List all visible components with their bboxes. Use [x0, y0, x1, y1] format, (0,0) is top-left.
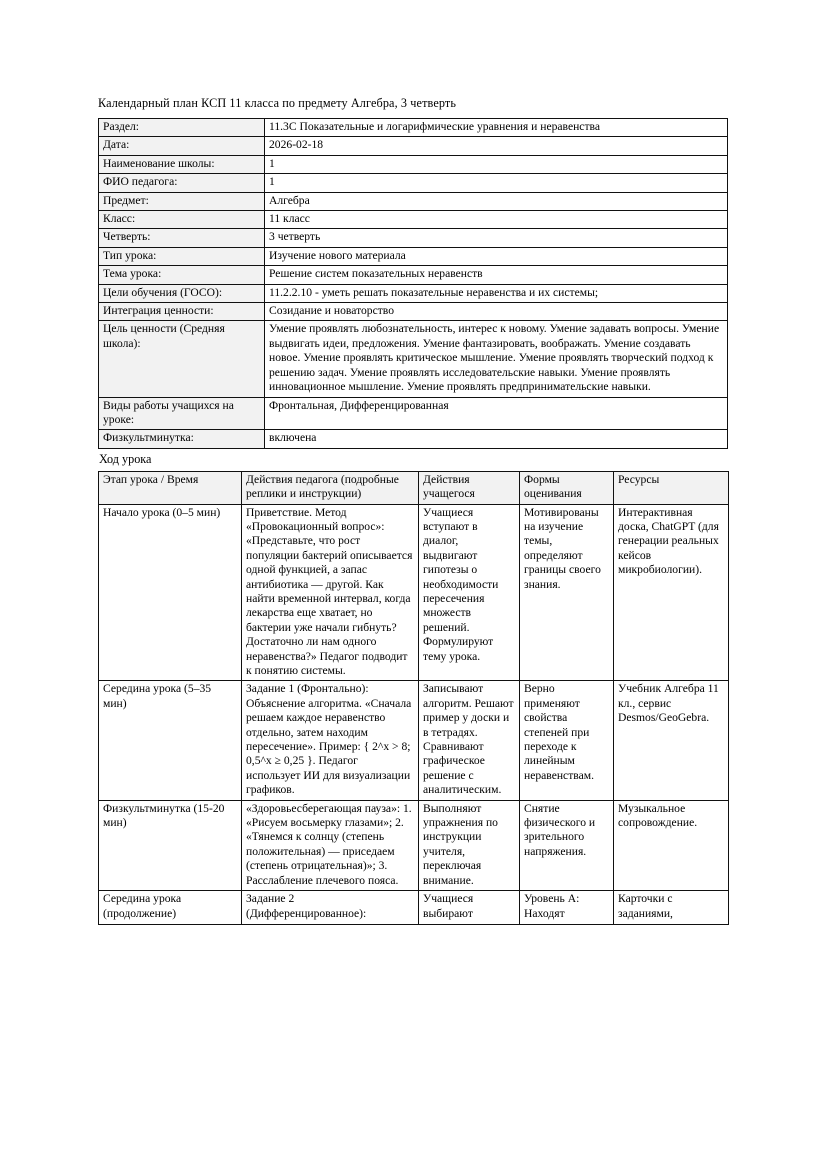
info-value: Алгебра — [265, 192, 728, 210]
cell-student-actions: Выполняют упражнения по инструкции учителя, переключая внимание. — [419, 800, 520, 890]
cell-teacher-actions: Задание 2 (Дифференцированное): — [242, 891, 419, 925]
cell-assessment: Верно применяют свойства степеней при переходе к линейным неравенствам. — [520, 681, 614, 800]
cell-resources: Учебник Алгебра 11 кл., сервис Desmos/GeoGebra. — [614, 681, 729, 800]
cell-teacher-actions: Приветствие. Метод «Провокационный вопрос»: «Представьте, что рост популяции бактерий описывается одной функцией, а запас антибиотика — другой. Как найти временной интервал, когда лекарства еще хватает, но бактерии уже начали гибнуть? Достаточно ли нам одного неравенства?» Педагог подводит к понятию системы. — [242, 504, 419, 681]
table-row — [99, 266, 728, 284]
info-label: Раздел: — [99, 119, 265, 137]
info-label: Тема урока: — [99, 266, 265, 284]
lesson-info-table — [98, 118, 728, 449]
cell-student-actions: Записывают алгоритм. Решают пример у доски и в тетрадях. Сравнивают графическое решение с аналитическим. — [419, 681, 520, 800]
table-row — [99, 247, 728, 265]
info-label: Цель ценности (Средняя школа): — [99, 321, 265, 397]
column-header-assessment: Формы оценивания — [520, 471, 614, 504]
info-value: Умение проявлять любознательность, интерес к новому. Умение задавать вопросы. Умение выдвигать идеи, предложения. Умение фантазировать, воображать. Умение создавать новое. Умение проявлять критическое мышление. Умение проявлять творческий подход к решению задач. Умение проявлять исследовательские навыки. Умение проявлять инновационное мышление. Умение проявлять предпринимательские навыки. — [265, 321, 728, 397]
table-row — [99, 119, 728, 137]
info-label: Цели обучения (ГОСО): — [99, 284, 265, 302]
info-label: ФИО педагога: — [99, 174, 265, 192]
info-label: Наименование школы: — [99, 155, 265, 173]
info-value: 2026-02-18 — [265, 137, 728, 155]
lesson-flow-table — [98, 471, 729, 925]
table-row — [99, 229, 728, 247]
table-row — [99, 681, 729, 800]
table-row — [99, 891, 729, 925]
column-header-resources: Ресурсы — [614, 471, 729, 504]
table-header-row — [99, 471, 729, 504]
cell-teacher-actions: Задание 1 (Фронтально): Объяснение алгоритма. «Сначала решаем каждое неравенство отдельно, затем находим пересечение». Пример: { 2^x > 8; 0,5^x ≥ 0,25 }. Педагог использует ИИ для визуализации графиков. — [242, 681, 419, 800]
cell-resources: Карточки с заданиями, — [614, 891, 729, 925]
table-row — [99, 192, 728, 210]
column-header-student-actions: Действия учащегося — [419, 471, 520, 504]
table-row — [99, 303, 728, 321]
column-header-stage: Этап урока / Время — [99, 471, 242, 504]
info-value: 1 — [265, 174, 728, 192]
info-label: Тип урока: — [99, 247, 265, 265]
info-value: Изучение нового материала — [265, 247, 728, 265]
info-value: 11.2.2.10 - уметь решать показательные неравенства и их системы; — [265, 284, 728, 302]
cell-assessment: Снятие физического и зрительного напряжения. — [520, 800, 614, 890]
cell-student-actions: Учащиеся вступают в диалог, выдвигают гипотезы о необходимости пересечения множеств решений. Формулируют тему урока. — [419, 504, 520, 681]
cell-assessment: Мотивированы на изучение темы, определяют границы своего знания. — [520, 504, 614, 681]
info-value: 1 — [265, 155, 728, 173]
info-value: 11.3C Показательные и логарифмические уравнения и неравенства — [265, 119, 728, 137]
table-row — [99, 430, 728, 448]
info-value: Созидание и новаторство — [265, 303, 728, 321]
info-label: Дата: — [99, 137, 265, 155]
cell-student-actions: Учащиеся выбирают — [419, 891, 520, 925]
page-title: Календарный план КСП 11 класса по предмету Алгебра, 3 четверть — [98, 96, 457, 110]
cell-stage: Физкультминутка (15-20 мин) — [99, 800, 242, 890]
table-row — [99, 211, 728, 229]
info-label: Четверть: — [99, 229, 265, 247]
cell-stage: Середина урока (5–35 мин) — [99, 681, 242, 800]
table-row — [99, 397, 728, 430]
info-label: Виды работы учащихся на уроке: — [99, 397, 265, 430]
lesson-info-body — [99, 119, 728, 449]
table-row — [99, 321, 728, 397]
info-label: Класс: — [99, 211, 265, 229]
info-value: включена — [265, 430, 728, 448]
cell-resources: Интерактивная доска, ChatGPT (для генерации реальных кейсов микробиологии). — [614, 504, 729, 681]
info-label: Предмет: — [99, 192, 265, 210]
info-value: Решение систем показательных неравенств — [265, 266, 728, 284]
info-label: Физкультминутка: — [99, 430, 265, 448]
table-row — [99, 155, 728, 173]
info-value: 11 класс — [265, 211, 728, 229]
cell-teacher-actions: «Здоровьесберегающая пауза»: 1. «Рисуем восьмерку глазами»; 2. «Тянемся к солнцу (степень положительная) — приседаем (степень отрицательная)»; 3. Расслабление плечевого пояса. — [242, 800, 419, 890]
lesson-flow-head — [99, 471, 729, 504]
info-value: Фронтальная, Дифференцированная — [265, 397, 728, 430]
column-header-teacher-actions: Действия педагога (подробные реплики и инструкции) — [242, 471, 419, 504]
cell-stage: Начало урока (0–5 мин) — [99, 504, 242, 681]
table-row — [99, 284, 728, 302]
lesson-flow-body — [99, 504, 729, 925]
table-row — [99, 174, 728, 192]
cell-assessment: Уровень А: Находят — [520, 891, 614, 925]
cell-resources: Музыкальное сопровождение. — [614, 800, 729, 890]
info-value: 3 четверть — [265, 229, 728, 247]
table-row — [99, 800, 729, 890]
lesson-flow-heading: Ход урока — [99, 451, 152, 466]
table-row — [99, 137, 728, 155]
cell-stage: Середина урока (продолжение) — [99, 891, 242, 925]
info-label: Интеграция ценности: — [99, 303, 265, 321]
table-row — [99, 504, 729, 681]
